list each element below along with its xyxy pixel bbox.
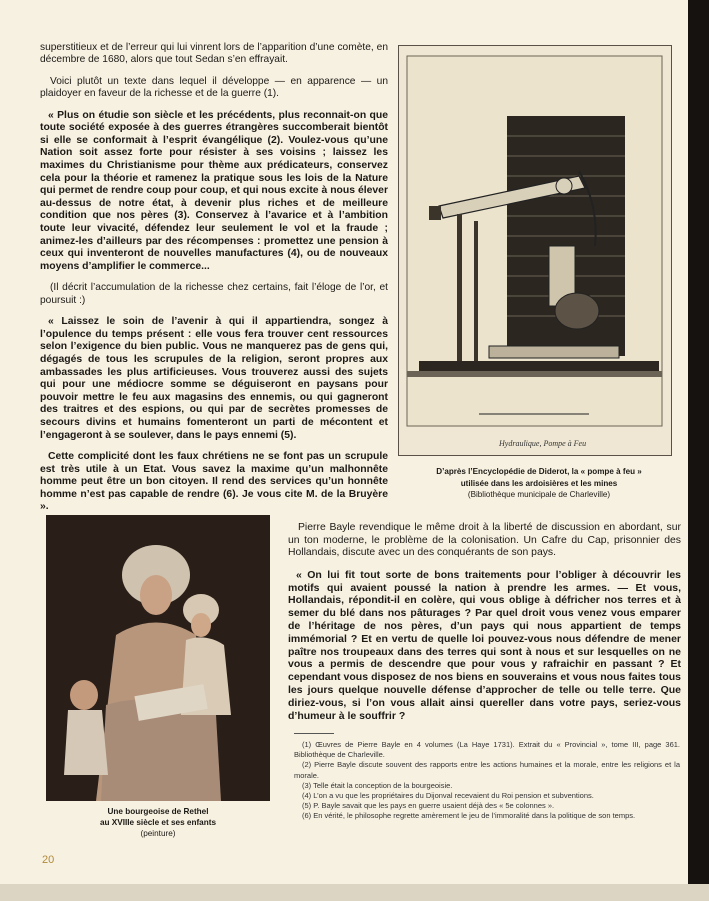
caption-line: Une bourgeoise de Rethel — [107, 807, 209, 816]
caption-line: D’après l’Encyclopédie de Diderot, la « pompe à feu » — [436, 467, 642, 476]
engraving-caption — [403, 466, 675, 501]
caption-source: (Bibliothèque municipale de Charleville) — [467, 490, 611, 499]
paragraph: (Il décrit l’accumulation de la richesse chez certains, fait l’éloge de l’or, et poursuit :) — [40, 282, 388, 306]
steam-pump-engraving — [399, 46, 670, 454]
footnote: (5) P. Bayle savait que les pays en guerre usaient déjà des « 5e colonnes ». — [302, 801, 555, 811]
footnote-divider — [294, 733, 334, 734]
paragraph: superstitieux et de l’erreur qui lui vinrent lors de l’apparition d’une comète, en décembre de 1680, alors que tout Sedan s’en effrayait. — [40, 42, 388, 66]
plate-title: Hydraulique, Pompe à Feu — [499, 439, 587, 448]
quote-paragraph: « On lui fit tout sorte de bons traitements pour l’obliger à découvrir les motifs qui avaient poussé la nation à prendre les armes. — Et vous, Hollandais, répondit-il en colère, qui vous oblige à défricher nos terres et à semer du blé dans nos pâturages ? Par quel droit vous venez vous emparer de l’héritage de nos pères, d’un pays qui nous appartient de temps immémorial ? Et en vertu de quelle loi pouvez-vous nous défendre de mener paître nos troupeaux dans des terres qui sont à nous et sur lesquelles on ne vous a permis de descendre que pour vous y rafraichir en passant ? Et cependant vous disposez de nos biens en souverains et vous nous faites tous les jours quelque nouvelle défense d’approcher de telle ou telle terre. Que diriez-vous, si l’on vous allait ainsi quereller dans votre pays, seriez-vous d’humeur à le souffrir ? — [288, 568, 681, 722]
portrait-painting — [46, 515, 270, 801]
right-column — [288, 522, 681, 731]
footnote: (2) Pierre Bayle discute souvent des rapports entre les actions humaines et la morale, entre les religions et la morale. — [294, 760, 680, 780]
portrait-caption — [44, 806, 272, 839]
mother-and-children-painting — [46, 515, 270, 801]
page-edge-shadow — [688, 0, 709, 901]
paragraph: Voici plutôt un texte dans lequel il développe — en apparence — un plaidoyer en faveur de la richesse et de la guerre (1). — [40, 75, 388, 100]
footnotes — [294, 740, 680, 822]
page-bottom-margin — [0, 884, 709, 901]
page-number: 20 — [42, 854, 55, 866]
paragraph: Pierre Bayle revendique le même droit à la liberté de discussion en abordant, sur un ton moderne, le problème de la colonisation. Un Cafre du Cap, prisonnier des Hollandais, discute avec un des conquérants de son pays. — [288, 522, 681, 559]
quote-paragraph: Cette complicité dont les faux chrétiens ne se font pas un scrupule est très utile à un Etat. Vous savez la maxime qu’un malhonnête homme peut être un bon citoyen. Il rend des services qu’un honnête homme n’est pas capable de rendre (6). Je vous cite M. de la Bruyère ». — [40, 451, 388, 513]
caption-line: au XVIIIe siècle et ses enfants — [99, 818, 217, 827]
engraving-illustration — [398, 45, 672, 456]
left-column — [40, 42, 388, 523]
footnote: (4) L’on a vu que les propriétaires du Dijonval recevaient du Roi pension et subventions. — [302, 791, 594, 801]
caption-source: (peinture) — [140, 829, 176, 838]
footnote: (3) Telle était la conception de la bourgeoisie. — [302, 780, 453, 790]
footnote: (6) En vérité, le philosophe regrette amèrement le jeu de l’immoralité dans la politique de son temps. — [302, 811, 636, 821]
caption-line: utilisée dans les ardoisières et les mines — [460, 478, 618, 488]
quote-paragraph: « Plus on étudie son siècle et les précédents, plus reconnait-on que toute société exposée à des guerres étrangères succomberait bientôt si elle se conformait à l’esprit évangélique (2). Voulez-vous qu’une Nation soit assez forte pour résister à ses voisins ; laissez les maximes du Christianisme pour thème aux prédicateurs, conservez cela pour la théorie et ramenez la pratique sous les lois de la Nature qui permet de rendre coup pour coup, et qui nous excite à nous élever au-dessus de notre état, à devenir plus riches et de meilleure condition que nos pères (3). Conservez à l’avarice et à l’ambition toute leur vivacité, défendez leur seulement le vol et la fraude ; animez-les d’ailleurs par des récompenses : promettez une pension à ceux qui inventeront de nouvelles manufactures (4), ou de nouveaux moyens d’amplifier le commerce... — [40, 109, 388, 272]
quote-paragraph: « Laissez le soin de l’avenir à qui il appartiendra, songez à l’opulence du temps présent : elle vous fera trouver cent ressources selon l’exigence du bien public. Vous ne manquerez pas de gens qui, dégagés de tous les scrupules de la religion, seront propres aux ambassades les plus artificieuses. Vous trouverez aussi des sujets qui pour une médiocre somme se déguiseront en paysans pour pouvoir mettre le feu aux magasins des ennemis, ou qui gagneront des traitres et des espions, ou qui par de secrètes promesses de secours divins et humains fomenteront un parti de mécontent et l’engageront à se soulever, dans le pays ennemi (5). — [40, 316, 388, 441]
footnote: (1) Œuvres de Pierre Bayle en 4 volumes (La Haye 1731). Extrait du « Provincial », tome III, page 361. Bibliothèque de Charleville. — [294, 740, 680, 760]
